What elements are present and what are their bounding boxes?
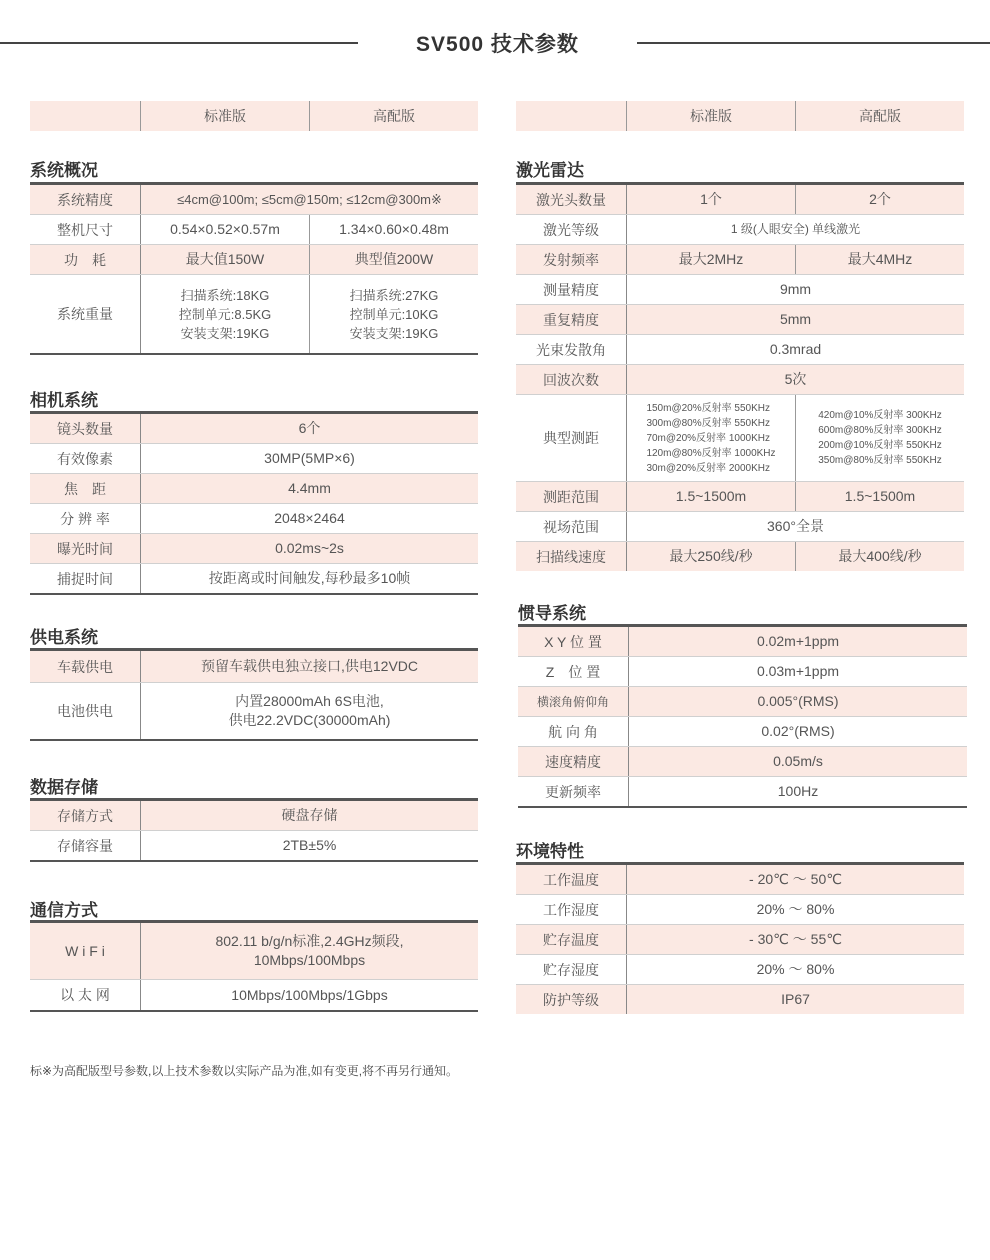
row-label: 存储容量 — [30, 831, 141, 860]
row-value: 9mm — [779, 281, 812, 297]
row-label: 车载供电 — [30, 651, 141, 682]
table-storage — [30, 798, 478, 862]
table-power — [30, 648, 478, 741]
row-label: 扫描线速度 — [516, 542, 627, 571]
row-label: 更新频率 — [518, 777, 629, 806]
section-title-env: 环境特性 — [516, 842, 584, 861]
title-bar — [0, 22, 990, 62]
row-label: Z 位 置 — [518, 657, 629, 686]
row-value-standard: 1个 — [700, 191, 722, 207]
header-high: 高配版 — [309, 101, 478, 131]
row-value-high: 最大400线/秒 — [795, 542, 964, 571]
row-value: 预留车载供电独立接口,供电12VDC — [200, 658, 419, 674]
row-value-standard: 最大值150W — [185, 251, 265, 267]
row-label: 工作湿度 — [516, 895, 627, 924]
row-label: 重复精度 — [516, 305, 627, 334]
row-value-standard: 0.54×0.52×0.57m — [170, 221, 280, 237]
row-value: 0.3mrad — [769, 341, 822, 357]
table-lidar — [516, 182, 964, 571]
row-label: W i F i — [30, 923, 141, 979]
row-value: 0.005°(RMS) — [757, 693, 839, 709]
row-value: 20% ～ 80% — [756, 961, 835, 977]
right-column-header — [516, 101, 964, 131]
left-column-header — [30, 101, 478, 131]
row-label: X Y 位 置 — [518, 627, 629, 656]
row-value: 0.05m/s — [773, 753, 823, 769]
row-label: 激光等级 — [516, 215, 627, 244]
row-label: 存储方式 — [30, 801, 141, 830]
table-camera — [30, 411, 478, 595]
row-value: 0.02m+1ppm — [756, 633, 840, 649]
header-high: 高配版 — [795, 101, 964, 131]
row-label: 测距范围 — [516, 482, 627, 511]
row-value-high: 1.34×0.60×0.48m — [309, 215, 478, 244]
row-label: 防护等级 — [516, 985, 627, 1014]
row-value: 100Hz — [777, 783, 819, 799]
row-value: 0.03m+1ppm — [756, 663, 840, 679]
row-label: 捕捉时间 — [30, 564, 141, 593]
header-standard: 标准版 — [626, 101, 795, 131]
row-label: 贮存温度 — [516, 925, 627, 954]
section-title-camera: 相机系统 — [30, 391, 98, 410]
section-title-power: 供电系统 — [30, 628, 98, 647]
row-label: 分 辨 率 — [30, 504, 141, 533]
table-env — [516, 862, 964, 1014]
row-value: 0.02°(RMS) — [761, 723, 835, 739]
section-title-ins: 惯导系统 — [518, 604, 586, 623]
row-value-standard: 150m@20%反射率 550KHz 300m@80%反射率 550KHz 70m@20%反射率 1000KHz 120m@80%反射率 1000KHz 30m@20%反射率 2000KHz — [646, 402, 776, 474]
row-value-high: 扫描系统:27KG 控制单元:10KG 安装支架:19KG — [309, 275, 478, 353]
row-label: 焦 距 — [30, 474, 141, 503]
row-label: 镜头数量 — [30, 414, 141, 443]
row-label: 电池供电 — [30, 683, 141, 739]
row-value: 360°全景 — [767, 518, 824, 534]
row-label: 光束发散角 — [516, 335, 627, 364]
row-value: ≤4cm@100m; ≤5cm@150m; ≤12cm@300m※ — [177, 192, 442, 207]
row-label: 航 向 角 — [518, 717, 629, 746]
row-label: 横滚角俯仰角 — [518, 687, 629, 716]
section-title-lidar: 激光雷达 — [516, 161, 584, 180]
row-value: 内置28000mAh 6S电池, 供电22.2VDC(30000mAh) — [228, 693, 391, 728]
row-label: 测量精度 — [516, 275, 627, 304]
row-value: 802.11 b/g/n标准,2.4GHz频段, 10Mbps/100Mbps — [215, 933, 404, 968]
row-value-high: 1.5~1500m — [795, 482, 964, 511]
row-label: 功 耗 — [30, 245, 141, 274]
table-ins — [518, 624, 967, 808]
table-comm — [30, 920, 478, 1012]
row-value: 4.4mm — [288, 480, 331, 496]
section-title-storage: 数据存储 — [30, 778, 98, 797]
table-system — [30, 182, 478, 355]
row-label: 视场范围 — [516, 512, 627, 541]
row-value: 按距离或时间触发,每秒最多10帧 — [208, 570, 411, 586]
row-value: 硬盘存储 — [281, 807, 338, 823]
row-value: 10Mbps/100Mbps/1Gbps — [231, 986, 388, 1003]
row-value: 0.02ms~2s — [275, 540, 344, 556]
row-value: 5次 — [784, 371, 807, 387]
title-rule-right — [637, 42, 990, 44]
row-value-high: 最大4MHz — [795, 245, 964, 274]
row-value: IP67 — [781, 991, 810, 1007]
row-value: - 20℃ ～ 50℃ — [749, 871, 842, 887]
row-label: 速度精度 — [518, 747, 629, 776]
row-value-high: 420m@10%反射率 300KHz 600m@80%反射率 300KHz 200m@10%反射率 550KHz 350m@80%反射率 550KHz — [795, 395, 964, 481]
row-value: 30MP(5MP×6) — [264, 450, 355, 466]
row-label: 以 太 网 — [30, 980, 141, 1010]
header-standard: 标准版 — [140, 101, 309, 131]
row-value-high: 典型值200W — [309, 245, 478, 274]
row-label: 工作温度 — [516, 865, 627, 894]
row-value: 20% ～ 80% — [756, 901, 835, 917]
page-title: SV500 技术参数 — [416, 33, 579, 56]
footnote: 标※为高配版型号参数,以上技术参数以实际产品为准,如有变更,将不再另行通知。 — [30, 1064, 459, 1078]
section-title-system: 系统概况 — [30, 161, 98, 180]
row-value-standard: 扫描系统:18KG 控制单元:8.5KG 安装支架:19KG — [178, 287, 272, 341]
row-label: 贮存湿度 — [516, 955, 627, 984]
row-label: 激光头数量 — [516, 185, 627, 214]
row-value: 6个 — [298, 420, 321, 436]
row-value: 2TB±5% — [282, 837, 337, 853]
row-label: 典型测距 — [516, 395, 627, 481]
row-value: 5mm — [779, 311, 812, 327]
row-value-standard: 1.5~1500m — [675, 488, 747, 504]
row-label: 系统精度 — [30, 185, 141, 214]
row-value-standard: 最大250线/秒 — [669, 548, 753, 564]
row-value-standard: 最大2MHz — [678, 251, 744, 267]
row-label: 系统重量 — [30, 275, 141, 353]
section-title-comm: 通信方式 — [30, 901, 98, 920]
row-value: 2048×2464 — [274, 510, 345, 526]
row-value: - 30℃ ～ 55℃ — [749, 931, 842, 947]
row-label: 发射频率 — [516, 245, 627, 274]
row-label: 曝光时间 — [30, 534, 141, 563]
row-value-high: 2个 — [795, 185, 964, 214]
row-label: 回波次数 — [516, 365, 627, 394]
row-value: 1 级(人眼安全) 单线激光 — [730, 222, 861, 236]
title-rule-left — [0, 42, 358, 44]
row-label: 整机尺寸 — [30, 215, 141, 244]
row-label: 有效像素 — [30, 444, 141, 473]
